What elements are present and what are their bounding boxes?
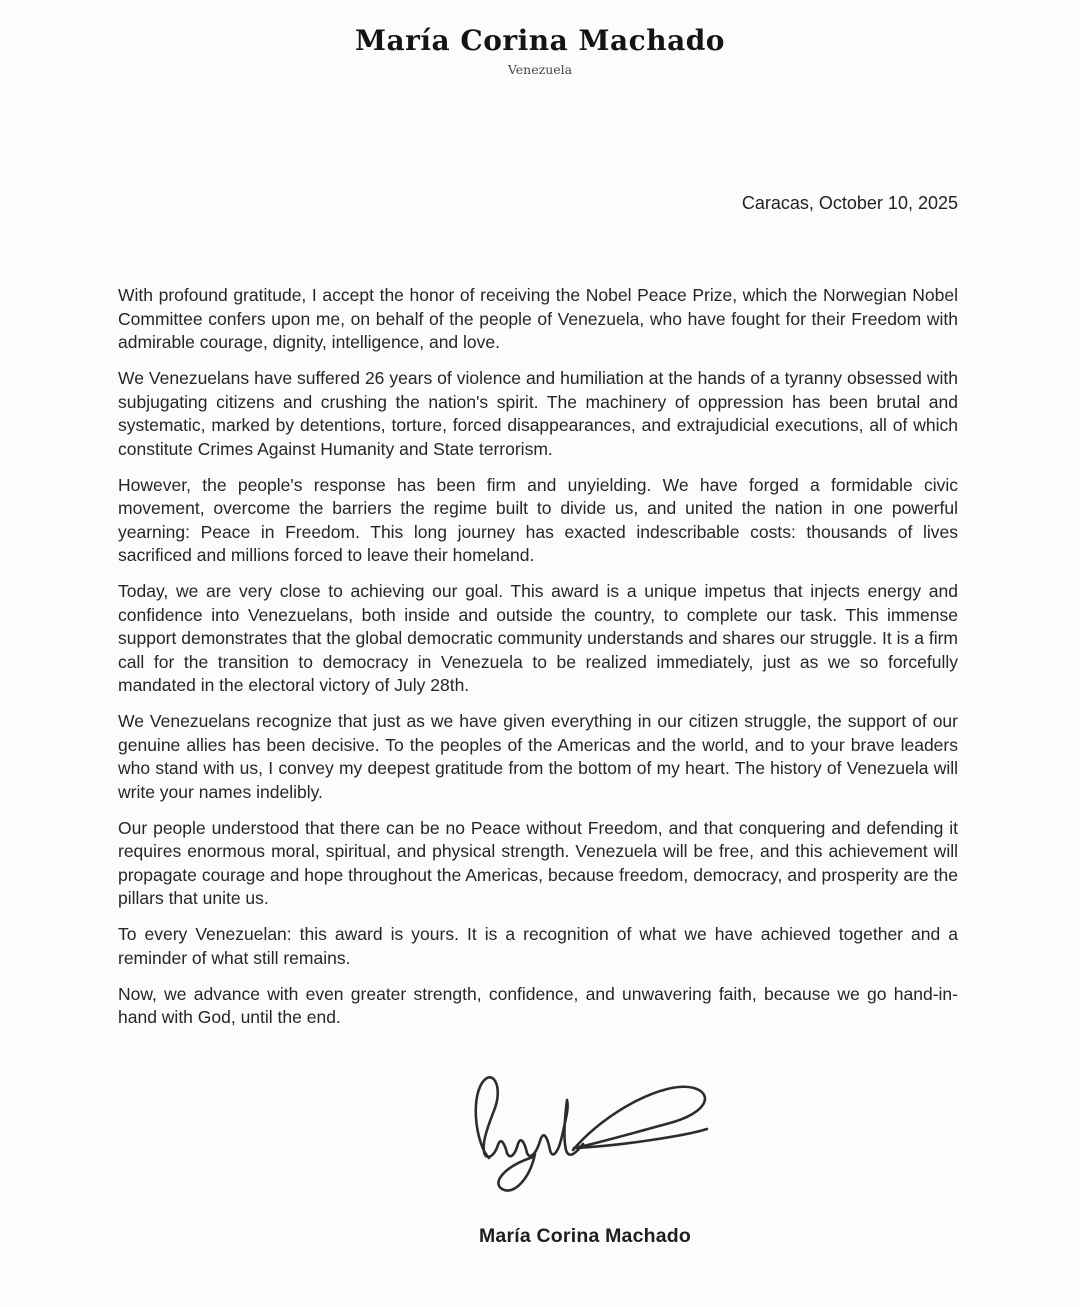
- letterhead-name: María Corina Machado: [355, 24, 725, 57]
- paragraph-suffering: We Venezuelans have suffered 26 years of violence and humiliation at the hands of a tyranny obsessed with subjugating citizens and crushing the nation's spirit. The machinery of oppression has been brutal and systematic, marked by detentions, torture, forced disappearances, and extrajudicial executions, all of which constitute Crimes Against Humanity and State terrorism.: [118, 368, 958, 459]
- dateline: Caracas, October 10, 2025: [741, 193, 958, 213]
- letter-body: [118, 284, 958, 1030]
- paragraph-award-is-yours: To every Venezuelan: this award is yours. It is a recognition of what we have achieved together and a reminder of what still remains.: [118, 924, 958, 968]
- paragraph-goal: Today, we are very close to achieving our goal. This award is a unique impetus that injects energy and confidence into Venezuelans, both inside and outside the country, to complete our task. This immense support demonstrates that the global democratic community understands and shares our struggle. It is a firm call for the transition to democracy in Venezuela to be realized immediately, just as we so forcefully mandated in the electoral victory of July 28th.: [118, 581, 958, 695]
- paragraph-response: However, the people's response has been firm and unyielding. We have forged a formidable civic movement, overcome the barriers the regime built to divide us, and united the nation in one powerful yearning: Peace in Freedom. This long journey has exacted indescribable costs: thousands of lives sacrificed and millions forced to leave their homeland.: [118, 474, 958, 565]
- signature-block: [453, 1066, 718, 1248]
- signer-name: María Corina Machado: [478, 1224, 692, 1247]
- paragraph-gratitude: With profound gratitude, I accept the honor of receiving the Nobel Peace Prize, which the Norwegian Nobel Committee confers upon me, on behalf of the people of Venezuela, who have fought for their Freedom with admirable courage, dignity, intelligence, and love.: [118, 285, 958, 352]
- paragraph-freedom: Our people understood that there can be no Peace without Freedom, and that conquering and defending it requires enormous moral, spiritual, and physical strength. Venezuela will be free, and this achievement will propagate courage and hope throughout the Americas, because freedom, democracy, and prosperity are the pillars that unite us.: [118, 817, 958, 908]
- paragraph-closing: Now, we advance with even greater strength, confidence, and unwavering faith, because we go hand-in-hand with God, until the end.: [118, 983, 958, 1027]
- paragraph-allies: We Venezuelans recognize that just as we have given everything in our citizen struggle, the support of our genuine allies has been decisive. To the peoples of the Americas and the world, and to your brave leaders who stand with us, I convey my deepest gratitude from the bottom of my heart. The history of Venezuela will write your names indelibly.: [118, 711, 958, 802]
- letterhead: [0, 0, 1080, 77]
- handwritten-signature-icon: [453, 1066, 718, 1201]
- letterhead-subtitle: Venezuela: [507, 62, 573, 77]
